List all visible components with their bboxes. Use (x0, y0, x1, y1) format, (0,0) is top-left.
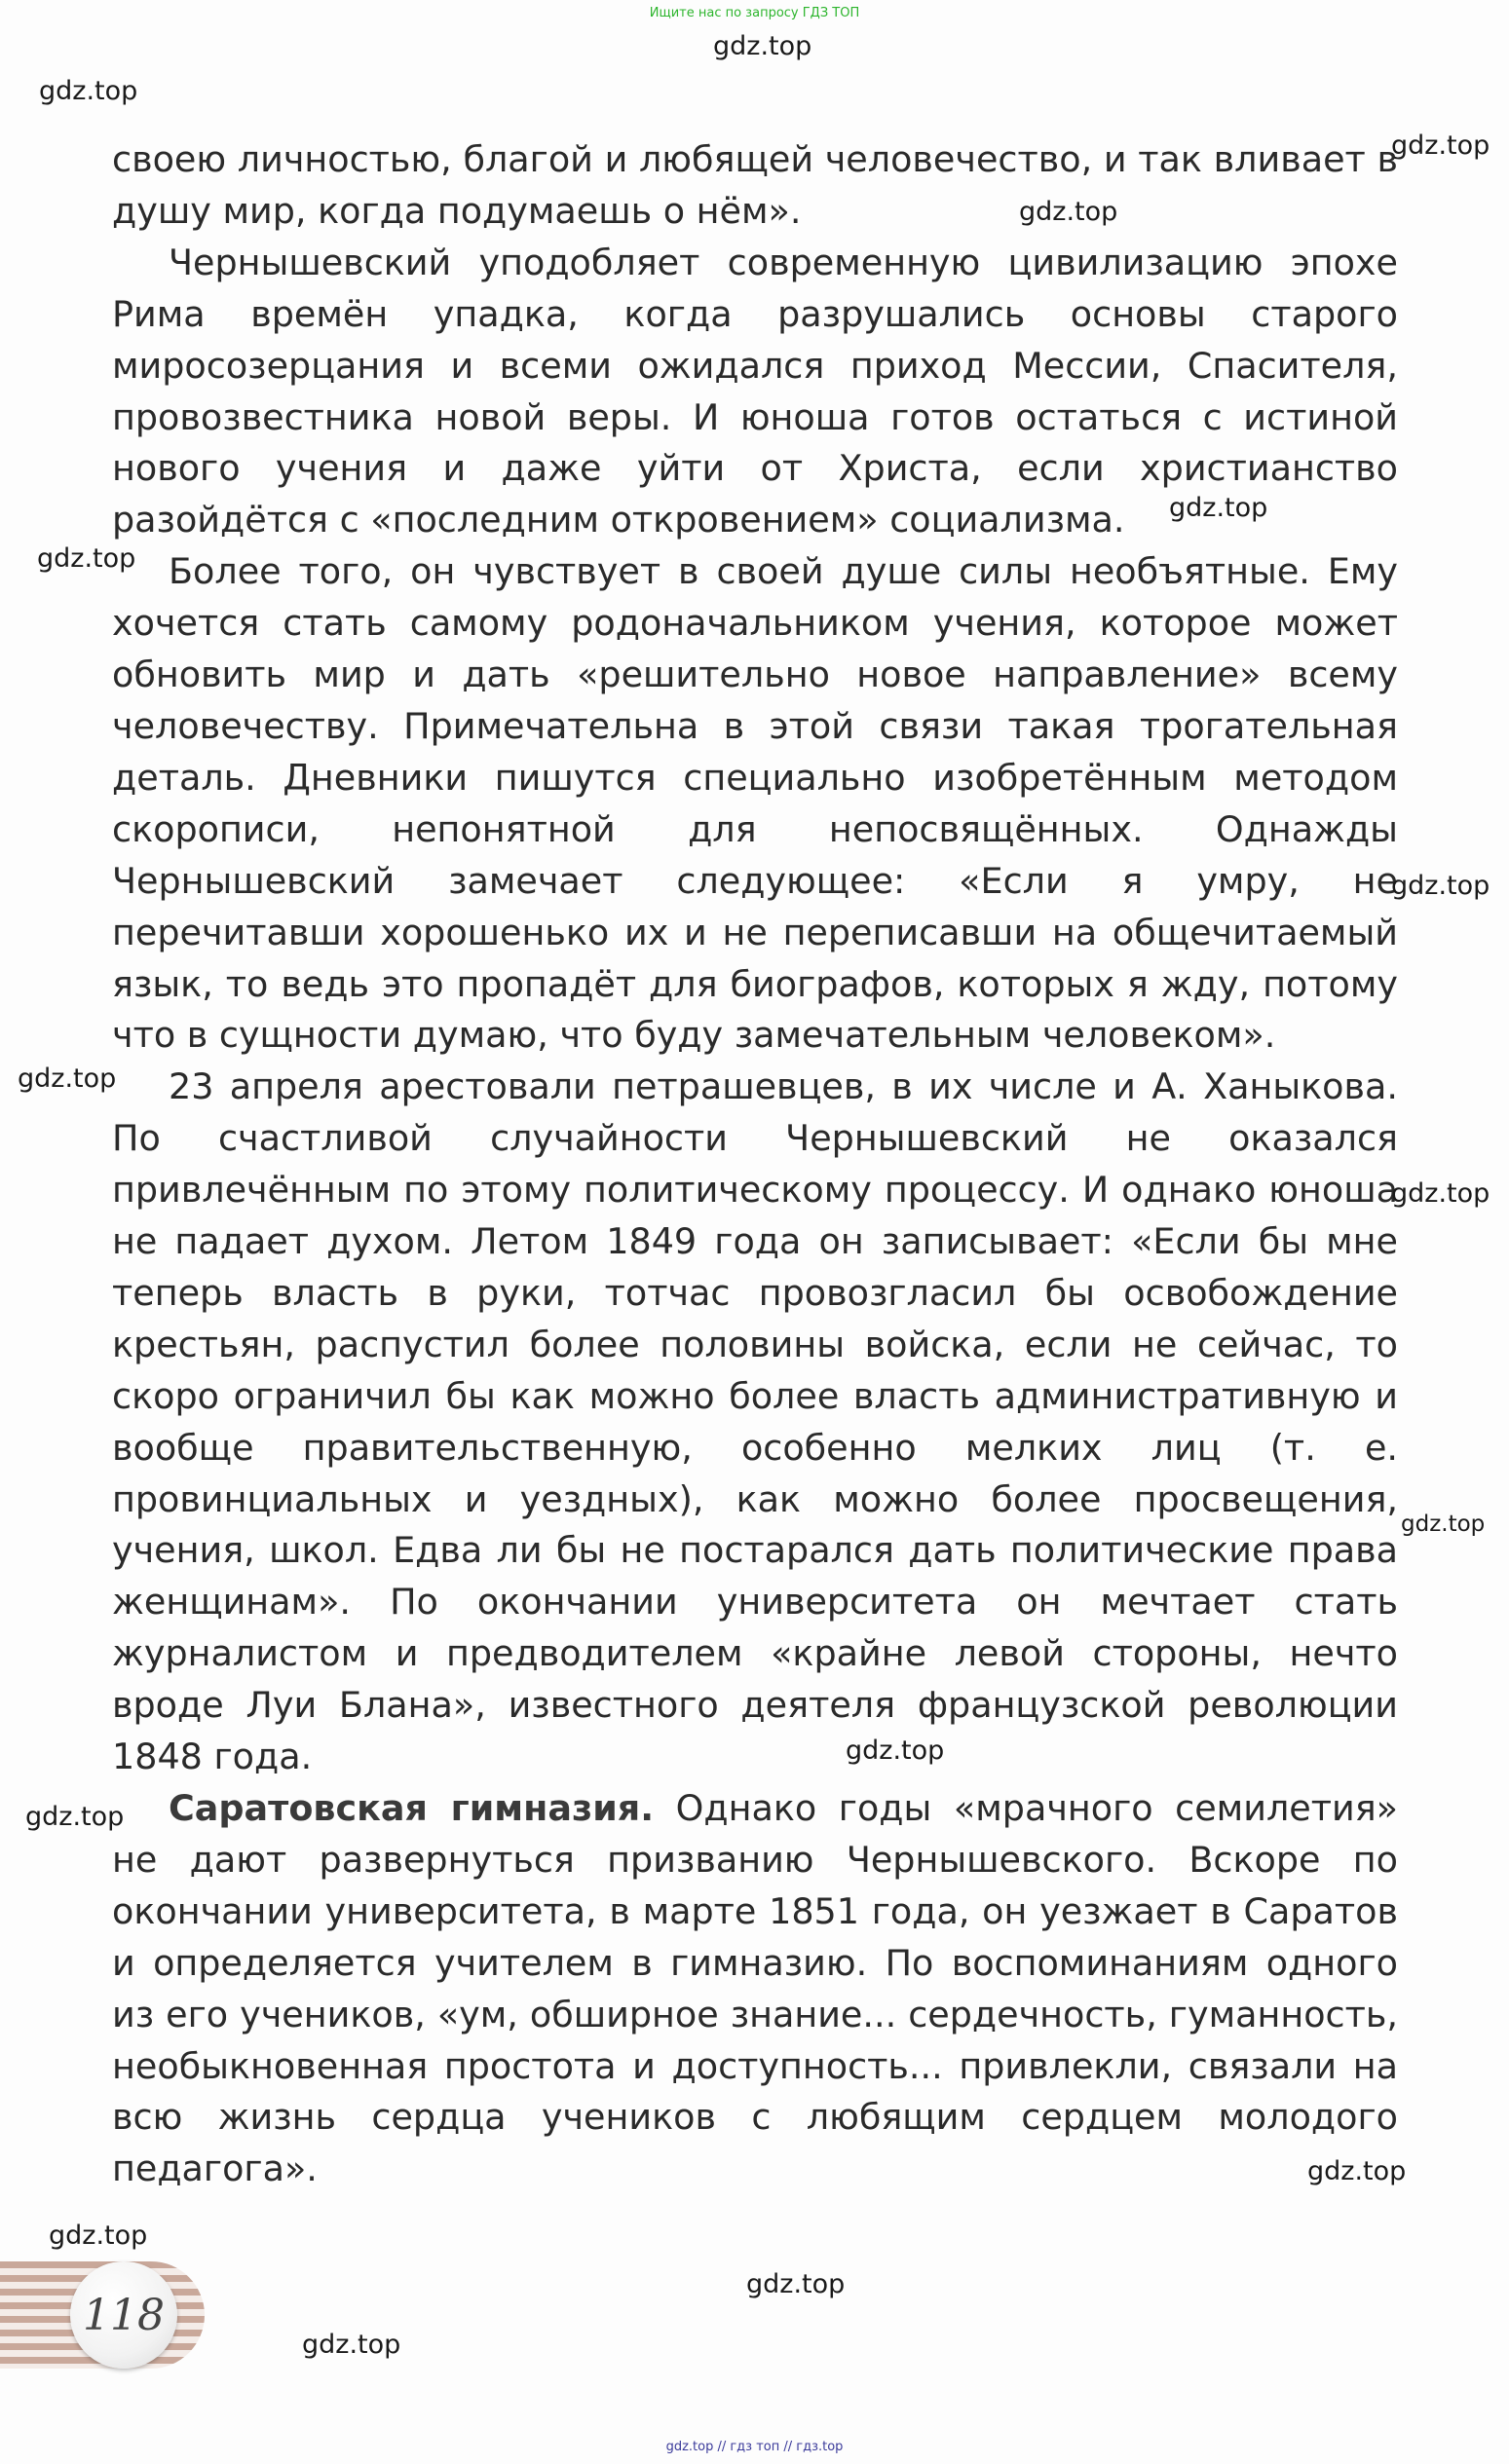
bottom-footer[interactable]: gdz.top // гдз топ // гдз.top (665, 2440, 844, 2454)
page-number-badge (70, 2261, 177, 2369)
watermark: gdz.top (1019, 197, 1118, 227)
watermark: gdz.top (1391, 871, 1490, 901)
watermark: gdz.top (302, 2330, 401, 2360)
page-number: 118 (83, 2290, 165, 2340)
watermark: gdz.top (1391, 131, 1490, 161)
section-heading: Саратовская гимназия. (169, 1787, 655, 1829)
watermark: gdz.top (713, 31, 812, 61)
watermark: gdz.top (1401, 1512, 1486, 1537)
watermark: gdz.top (746, 2269, 846, 2299)
paragraph-1: своею личностью, благой и любящей человечество, и так вливает в душу мир, когда подумаешь о нём». (112, 138, 1398, 232)
main-text (112, 134, 1398, 2195)
watermark: gdz.top (1169, 493, 1268, 523)
watermark: gdz.top (49, 2221, 148, 2251)
top-banner[interactable]: Ищите нас по запросу ГДЗ ТОП (649, 6, 860, 20)
watermark: gdz.top (37, 543, 136, 574)
paragraph-3: Более того, он чувствует в своей душе силы необъятные. Ему хочется стать самому родоначальником учения, которое может обновить мир и дать «решительно новое направление» всему человечеству. Примечательна в этой связи такая трогательная деталь. Дневники пишутся специально изобретённым методом скорописи, непонятной для непосвящённых. Однажды Чернышевский замечает следующее: «Если я умру, не перечитавши хорошенько их и не переписавши на общечитаемый язык, то ведь это пропадёт для биографов, которых я жду, потому что в сущности думаю, что буду замечательным человеком». (112, 550, 1398, 1057)
paragraph-5 (112, 1783, 1398, 2195)
watermark: gdz.top (846, 1736, 945, 1766)
paragraph-5-text: Однако годы «мрачного семилетия» не дают развернуться призванию Чернышевского. Вскоре по окончании университета, в марте 1851 года, он уезжает в Саратов и определяется учителем в гимназию. По воспоминаниям одного из его учеников, «ум, обширное знание... сердечность, гуманность, необыкновенная простота и доступность... привлекли, связали на всю жизнь сердца учеников с любящим сердцем молодого педагога». (112, 1787, 1398, 2190)
paragraph-2: Чернышевский уподобляет современную цивилизацию эпохе Рима времён упадка, когда разрушались основы старого миросозерцания и всеми ожидался приход Мессии, Спасителя, провозвестника новой веры. И юноша готов остаться с истиной нового учения и даже уйти от Христа, если христианство разойдётся с «последним откровением» социализма. (112, 241, 1398, 541)
watermark: gdz.top (18, 1064, 117, 1094)
watermark: gdz.top (1307, 2156, 1407, 2186)
watermark: gdz.top (25, 1802, 125, 1832)
paragraph-4: 23 апреля арестовали петрашевцев, в их числе и А. Ханыкова. По счастливой случайности Чернышевский не оказался привлечённым по этому политическому процессу. И однако юноша не падает духом. Летом 1849 года он записывает: «Если бы мне теперь власть в руки, тотчас провозгласил бы освобождение крестьян, распустил более половины войска, если не сейчас, то скоро ограничил бы как можно более власть административную и вообще правительственную, особенно мелких лиц (т. е. провинциальных и уездных), как можно более просвещения, учения, школ. Едва ли бы не постарался дать политические права женщинам». По окончании университета он мечтает стать журналистом и предводителем «крайне левой стороны, нечто вроде Луи Блана», известного деятеля французской революции 1848 года. (112, 1065, 1398, 1778)
watermark: gdz.top (39, 76, 138, 106)
watermark: gdz.top (1391, 1178, 1490, 1209)
